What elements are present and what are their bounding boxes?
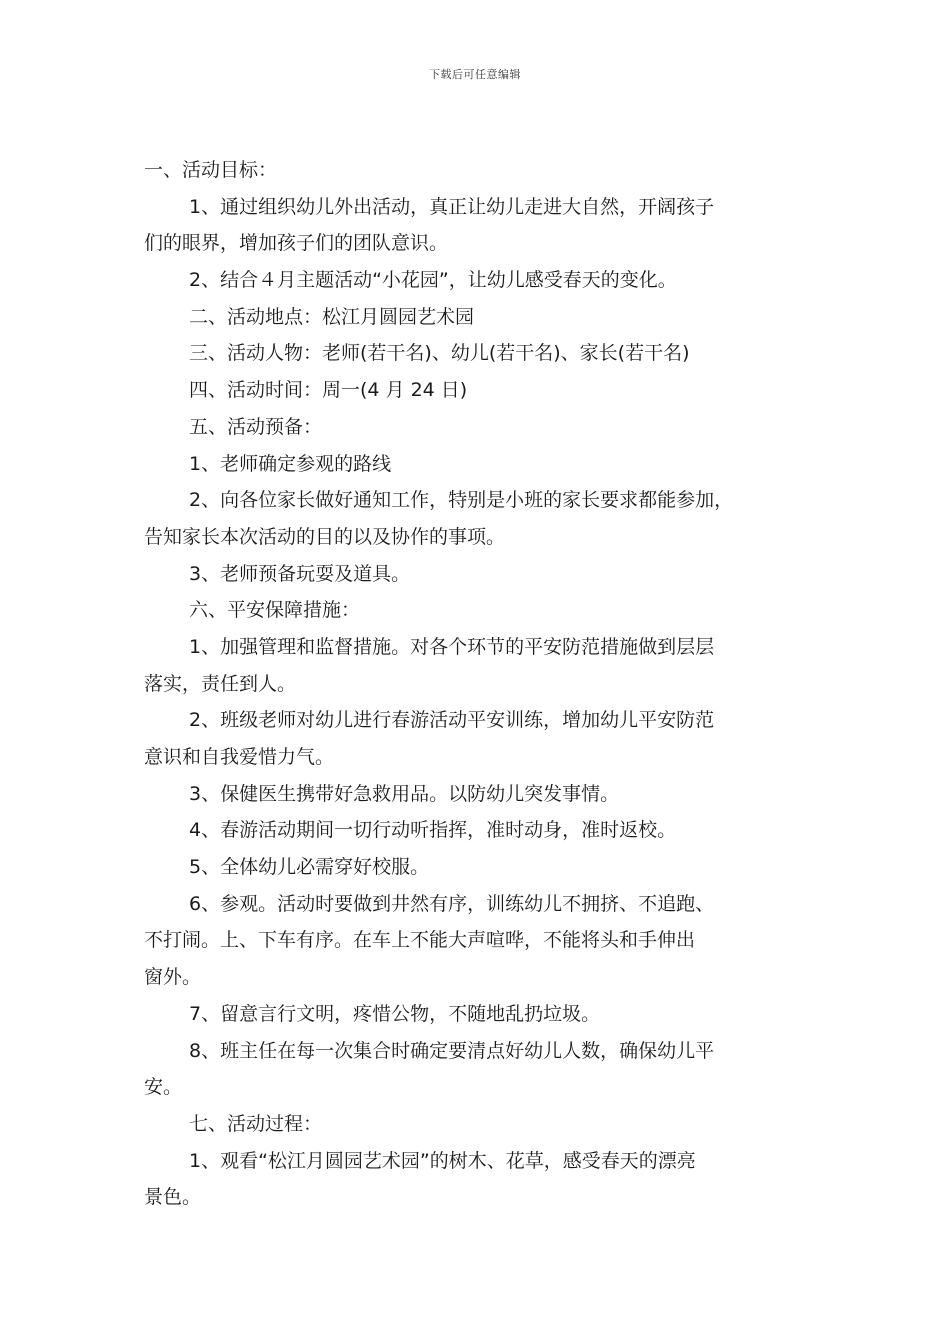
text-line: 8、班主任在每一次集合时确定要清点好幼儿人数，确保幼儿平 [189,1039,715,1062]
text-line: 告知家长本次活动的目的以及协作的事项。 [144,525,506,548]
text-line: 1、加强管理和监督措施。对各个环节的平安防范措施做到层层 [189,635,715,658]
text-line: 三、活动人物：老师(若干名)、幼儿(若干名)、家长(若干名) [189,342,690,365]
text-line: 五、活动预备： [189,415,323,438]
text-line: 意识和自我爱惜力气。 [144,746,335,768]
document-body [144,152,824,1216]
text-line: 4、春游活动期间一切行动听指挥，准时动身，准时返校。 [189,819,677,842]
text-line: 六、平安保障措施： [189,599,361,622]
text-line: 们的眼界，增加孩子们的团队意识。 [144,232,449,255]
text-line: 一、活动目标： [144,159,278,181]
text-line: 1、通过组织幼儿外出活动，真正让幼儿走进大自然，开阔孩子 [189,195,715,218]
text-line: 3、老师预备玩耍及道具。 [189,562,411,585]
text-line: 2、结合４月主题活动“小花园”，让幼儿感受春天的变化。 [189,269,677,292]
text-line: 落实，责任到人。 [144,672,297,695]
text-line: 窗外。 [144,966,202,989]
text-line: 3、保健医生携带好急救用品。以防幼儿突发事情。 [189,782,620,805]
page-header-note: 下载后可任意编辑 [429,68,521,81]
text-line: 6、参观。活动时要做到井然有序，训练幼儿不拥挤、不追跑、 [189,892,715,915]
text-line: 5、全体幼儿必需穿好校服。 [189,856,430,879]
text-line: 二、活动地点：松江月圆园艺术园 [189,305,475,328]
text-line: 2、班级老师对幼儿进行春游活动平安训练，增加幼儿平安防范 [189,709,715,732]
text-line: 七、活动过程： [189,1112,323,1135]
text-line: 景色。 [144,1186,202,1209]
text-line: 2、向各位家长做好通知工作，特别是小班的家长要求都能参加， [189,489,734,512]
text-line: 不打闹。上、下车有序。在车上不能大声喧哗，不能将头和手伸出 [144,929,696,952]
text-line: 1、老师确定参观的路线 [189,452,392,475]
text-line: 安。 [144,1076,183,1099]
text-line: 1、观看“松江月圆园艺术园”的树木、花草，感受春天的漂亮 [189,1149,696,1172]
text-line: 四、活动时间：周一(4 月 24 日) [189,379,468,402]
text-line: 7、留意言行文明，疼惜公物，不随地乱扔垃圾。 [189,1002,601,1025]
